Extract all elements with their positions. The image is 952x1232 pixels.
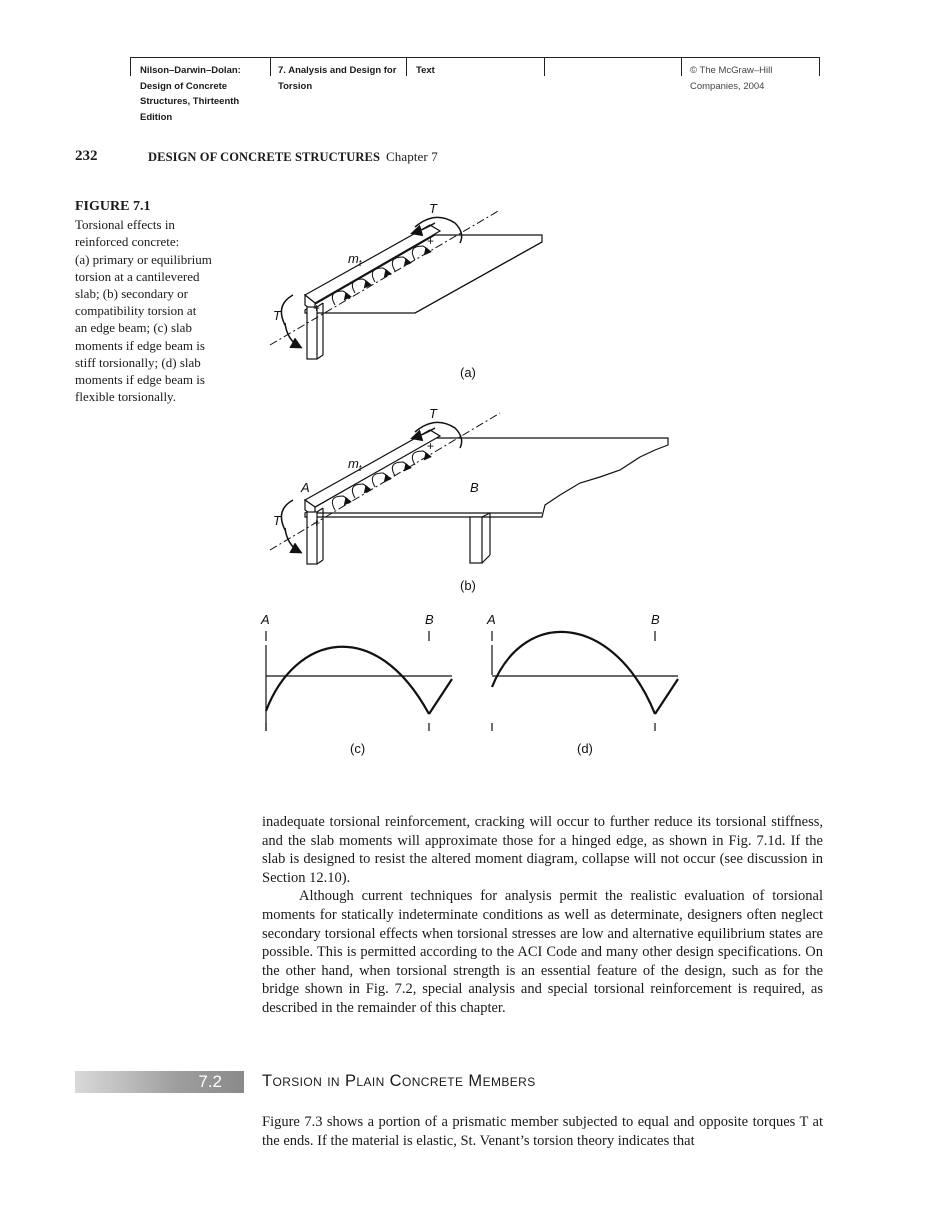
section-number-band xyxy=(75,1071,244,1093)
figure-7-1 xyxy=(255,195,695,765)
svg-text:B: B xyxy=(425,612,434,627)
svg-text:A: A xyxy=(301,480,310,495)
header-type: Text xyxy=(416,65,435,76)
paragraph: Figure 7.3 shows a portion of a prismatic member subjected to equal and opposite torques T at the ends. If the material is elastic, St. Venant’s torsion theory indicates that xyxy=(262,1114,823,1149)
svg-text:A: A xyxy=(487,612,496,627)
panel-c-drawing xyxy=(260,612,452,731)
figure-caption: FIGURE 7.1 Torsional effects in reinforced concrete: (a) primary or equilibrium torsion at a cantilevered slab; (b) secondary or compatibility torsion at an edge beam; (c) slab moments if edge beam is stiff torsionally; (d) slab moments if edge beam is flexible torsionally. xyxy=(75,198,250,405)
panel-b-drawing xyxy=(270,406,668,564)
svg-text:T: T xyxy=(273,308,281,323)
svg-text:T: T xyxy=(429,201,437,216)
running-head xyxy=(75,148,438,165)
panel-d-drawing xyxy=(486,612,678,731)
svg-text:mt: $m_t$ xyxy=(348,251,362,268)
paragraph: Although current techniques for analysis permit the realistic evaluation of torsional moments for statically indeterminate conditions as well as determinate, designers often neglect secondary torsional effects when torsional stresses are low and alternative equilibrium states are possible. This is permitted according to the ACI Code and many other design specifications. On the other hand, when torsional strength is an essential feature of the design, such as for the bridge shown in Fig. 7.2, special analysis and special torsional reinforcement is required, as described in the remainder of this chapter. xyxy=(262,888,823,1016)
paragraph: inadequate torsional reinforcement, cracking will occur to further reduce its torsional stiffness, and the slab moments will approximate those for a hinged edge, as shown in Fig. 7.1d. If the slab is designed to resist the altered moment diagram, collapse will not occur (see discussion in Section 12.10). xyxy=(262,814,823,886)
figure-label: FIGURE 7.1 xyxy=(75,199,151,214)
panel-a-drawing xyxy=(270,201,542,359)
svg-text:+: + xyxy=(427,234,435,248)
page-number: 232 xyxy=(75,148,98,164)
body-text-block xyxy=(262,813,823,1018)
panel-d-label: (d) xyxy=(577,741,593,756)
header-copyright: © The McGraw–Hill Companies, 2004 xyxy=(690,65,773,92)
svg-text:A: A xyxy=(261,612,270,627)
svg-text:+: + xyxy=(313,516,321,530)
svg-text:T: T xyxy=(273,513,281,528)
svg-text:T: T xyxy=(429,406,437,421)
svg-text:+: + xyxy=(313,301,321,315)
svg-text:B: B xyxy=(470,480,479,495)
header-book-info: Nilson–Darwin–Dolan: Design of Concrete Structures, Thirteenth Edition xyxy=(140,65,241,123)
panel-a-label: (a) xyxy=(460,365,476,380)
chapter-label: Chapter 7 xyxy=(386,149,438,164)
panel-b-label: (b) xyxy=(460,578,476,593)
panel-c-label: (c) xyxy=(350,741,366,756)
svg-text:mt: $m_t$ xyxy=(348,456,362,473)
section-number: 7.2 xyxy=(198,1072,222,1091)
running-title: DESIGN OF CONCRETE STRUCTURES xyxy=(148,150,380,164)
svg-text:B: B xyxy=(651,612,660,627)
body-text-block xyxy=(262,1113,823,1150)
section-title: Torsion in Plain Concrete Members xyxy=(262,1072,536,1090)
header-chapter-info: 7. Analysis and Design for Torsion xyxy=(278,65,397,92)
document-header xyxy=(130,57,820,123)
svg-text:+: + xyxy=(427,439,435,453)
